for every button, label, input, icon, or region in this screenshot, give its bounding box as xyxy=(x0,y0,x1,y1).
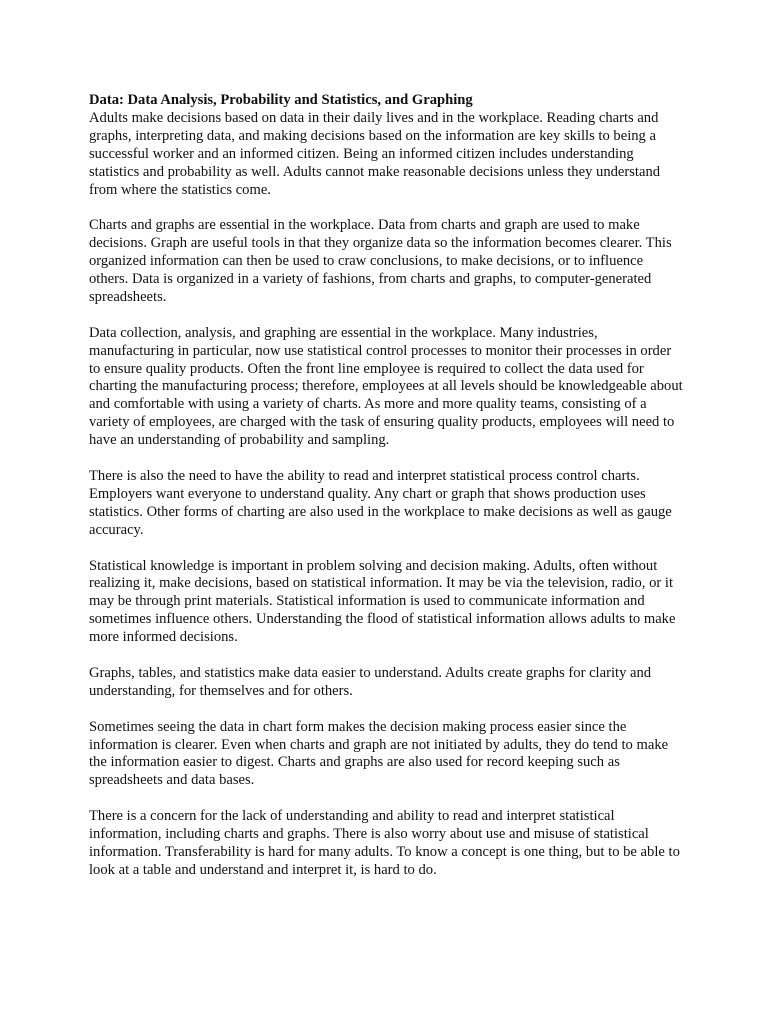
document-title: Data: Data Analysis, Probability and Statistics, and Graphing xyxy=(89,92,473,108)
paragraph-7: Sometimes seeing the data in chart form makes the decision making process easier since the information is clearer. Even when charts and graph are not initiated by adults, they do tend to make the information easier to digest. Charts and graphs are also used for record keeping such as spreadsheets and data bases. xyxy=(89,718,669,789)
document-page xyxy=(89,92,685,898)
paragraph-6: Graphs, tables, and statistics make data easier to understand. Adults create graphs for clarity and understanding, for themselves and for others. xyxy=(89,664,652,699)
paragraph-4: There is also the need to have the ability to read and interpret statistical process control charts. Employers want everyone to understand quality. Any chart or graph that shows production uses statistics. Other forms of charting are also used in the workplace to make decisions as well as gauge accuracy. xyxy=(89,467,672,538)
paragraph-2: Charts and graphs are essential in the workplace. Data from charts and graph are used to make decisions. Graph are useful tools in that they organize data so the information becomes clearer. This organized information can then be used to craw conclusions, to make decisions, or to influence others. Data is organized in a variety of fashions, from charts and graphs, to computer-generated spreadsheets. xyxy=(89,217,672,305)
paragraph-5: Statistical knowledge is important in problem solving and decision making. Adults, often without realizing it, make decisions, based on statistical information. It may be via the television, radio, or it may be through print materials. Statistical information is used to communicate information and sometimes influence others. Understanding the flood of statistical information allows adults to make more informed decisions. xyxy=(89,557,676,646)
paragraph-1: Adults make decisions based on data in their daily lives and in the workplace. Reading charts and graphs, interpreting data, and making decisions based on the information are key skills to being a successful worker and an informed citizen. Being an informed citizen includes understanding statistics and probability as well. Adults cannot make reasonable decisions unless they understand from where the statistics come. xyxy=(89,109,661,198)
paragraph-8: There is a concern for the lack of understanding and ability to read and interpret statistical information, including charts and graphs. There is also worry about use and misuse of statistical information. Transferability is hard for many adults. To know a concept is one thing, but to be able to look at a table and understand and interpret it, is hard to do. xyxy=(89,808,680,878)
paragraph-3: Data collection, analysis, and graphing are essential in the workplace. Many industries, manufacturing in particular, now use statistical control processes to monitor their processes in order to ensure quality products. Often the front line employee is required to collect the data used for charting the manufacturing process; therefore, employees at all levels should be knowledgeable about and comfortable with using a variety of charts. As more and more quality teams, consisting of a variety of employees, are charged with the task of ensuring quality products, employees will need to have an understanding of probability and sampling. xyxy=(89,324,683,449)
